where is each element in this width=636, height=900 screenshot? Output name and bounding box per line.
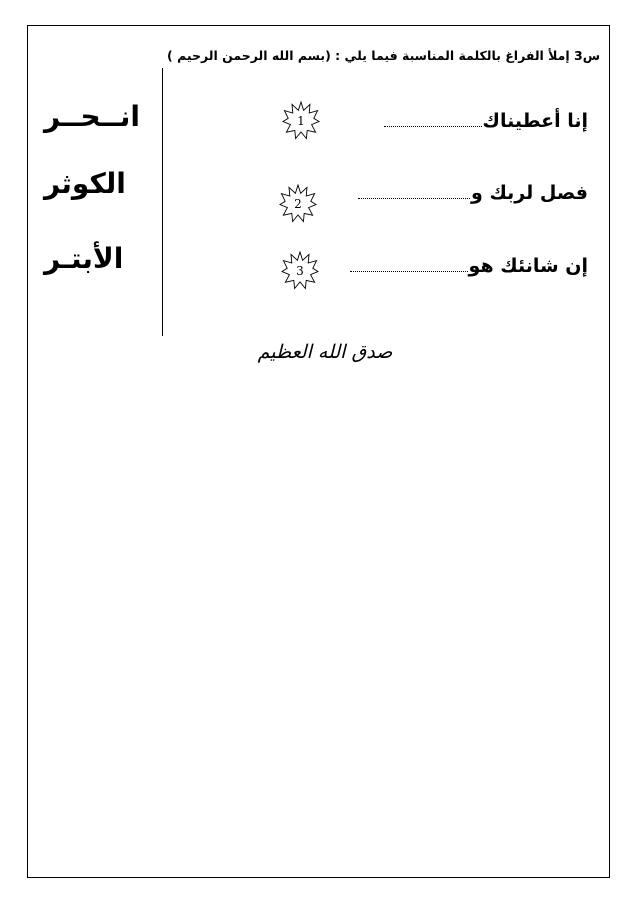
- sentence-text: إنا أعطيناك: [482, 110, 588, 132]
- answer-blank[interactable]: [384, 124, 482, 127]
- star-badge-icon: [280, 250, 320, 290]
- question-prompt: س3 إملأ الفراغ بالكلمة المناسبة فيما يلي : (بسم الله الرحمن الرحيم ): [167, 48, 600, 63]
- word-bank-item-3: الأبتـر: [44, 242, 124, 275]
- fill-sentence-1: [384, 110, 588, 132]
- page-border: [27, 25, 610, 878]
- closing-text: صدق الله العظيم: [257, 341, 393, 363]
- word-bank-item-2: الكوثر: [44, 167, 126, 200]
- fill-sentence-3: [350, 255, 588, 277]
- star-badge-icon: [278, 183, 318, 223]
- word-bank-item-1: انــحــر: [44, 100, 140, 133]
- star-badge-icon: [281, 100, 321, 140]
- answer-blank[interactable]: [350, 269, 468, 272]
- badge-number: 2: [294, 197, 302, 211]
- badge-number: 1: [297, 114, 305, 128]
- answer-blank[interactable]: [358, 196, 470, 199]
- closing-calligraphy: [250, 328, 400, 372]
- sentence-text: إن شانئك هو: [468, 255, 588, 277]
- fill-sentence-2: [358, 182, 588, 204]
- sentence-text: فصل لربك و: [471, 182, 588, 204]
- badge-number: 3: [296, 264, 304, 278]
- column-divider: [162, 68, 163, 336]
